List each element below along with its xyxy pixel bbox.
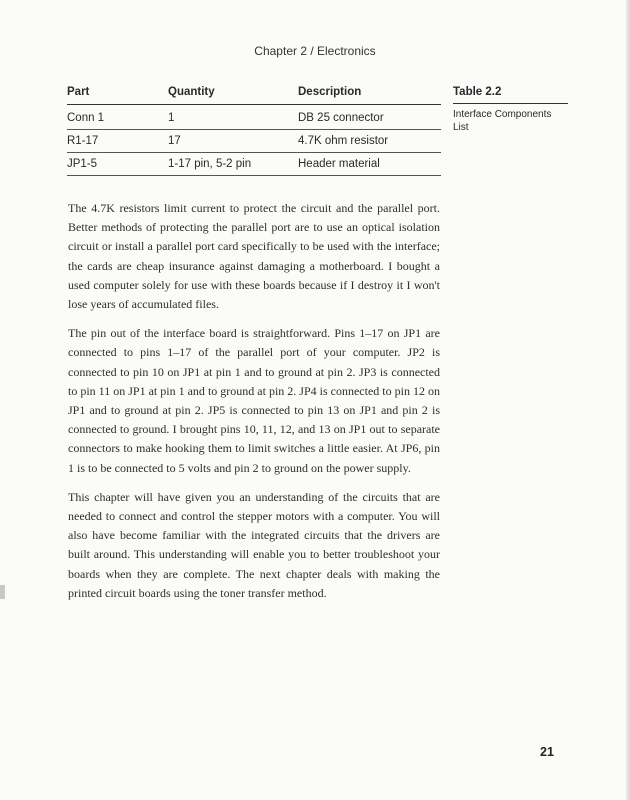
paragraph-summary: This chapter will have given you an understanding of the circuits that are needed to connect and control the stepper motors with a computer. You will also have become familiar with the integrated circuits that the drivers are built around. This understanding will enable you to better troubleshoot your boards when they are complete. The next chapter deals with making the printed circuit boards using the toner transfer method. — [68, 489, 440, 600]
scan-edge-mark — [0, 585, 5, 599]
column-header-part: Part — [67, 86, 168, 105]
cell-description: DB 25 connector — [298, 105, 441, 130]
cell-part: R1-17 — [67, 130, 168, 153]
table-caption — [453, 86, 568, 134]
components-table — [67, 86, 441, 176]
cell-quantity: 1-17 pin, 5-2 pin — [168, 153, 298, 176]
cell-part: JP1-5 — [67, 153, 168, 176]
column-header-description: Description — [298, 86, 441, 105]
cell-description: 4.7K ohm resistor — [298, 130, 441, 153]
page-edge-shadow — [626, 0, 630, 800]
table-row — [67, 153, 441, 176]
paragraph-resistors: The 4.7K resistors limit current to protect the circuit and the parallel port. Better methods of protecting the parallel port are to use an optical isolation circuit or install a parallel port card specifically to be used with the interface; the cards are cheap insurance against damaging a motherboard. I bought a used computer solely for use with these boards because if I destroy it I won't lose years of accumulated files. — [68, 201, 440, 312]
cell-part: Conn 1 — [67, 105, 168, 130]
page-number: 21 — [540, 745, 554, 759]
cell-quantity: 17 — [168, 130, 298, 153]
table-caption-text: Interface Components List — [453, 109, 552, 133]
table-row — [67, 130, 441, 153]
table-row — [67, 105, 441, 130]
column-header-quantity: Quantity — [168, 86, 298, 105]
paragraph-pin-out: The pin out of the interface board is straightforward. Pins 1–17 on JP1 are connected to pins 1–17 of the parallel port of your computer. JP2 is connected to pin 10 on JP1 at pin 1 and to ground at pin 2. JP3 is connected to pin 11 on JP1 at pin 1 and to ground at pin 2. JP4 is connected to pin 12 on JP1 and to ground at pin 2. JP5 is connected to pin 13 on JP1 and pin 2 is connected to ground. I brought pins 10, 11, 12, and 13 on JP1 out to separate connectors to make hooking them to limit switches a little easier. At JP6, pin 1 is to be connected to 5 volts and pin 2 to ground on the power supply. — [68, 326, 440, 475]
cell-description: Header material — [298, 153, 441, 176]
cell-quantity: 1 — [168, 105, 298, 130]
running-header: Chapter 2 / Electronics — [254, 44, 376, 58]
table-header-row — [67, 86, 441, 105]
body-text — [68, 199, 440, 613]
table-caption-label: Table 2.2 — [453, 86, 568, 104]
